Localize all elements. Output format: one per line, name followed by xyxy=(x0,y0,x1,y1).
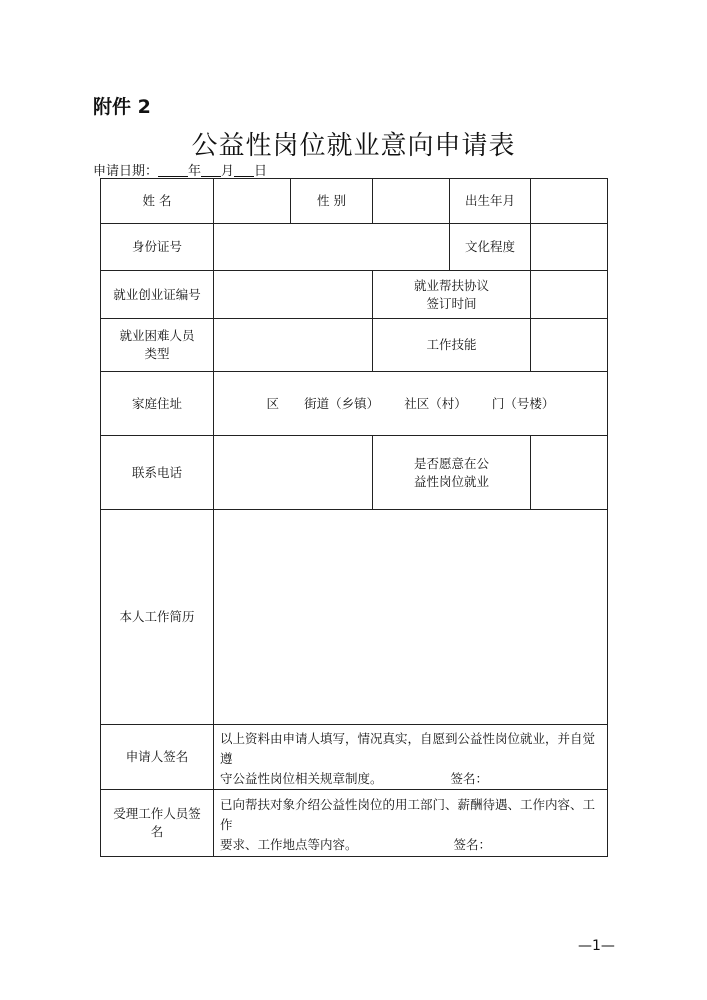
day-label: 日 xyxy=(254,164,268,179)
applicant-declaration[interactable] xyxy=(214,725,608,790)
birth-field[interactable] xyxy=(531,179,608,224)
date-label: 申请日期： xyxy=(93,164,159,179)
address-door: 门（号楼） xyxy=(491,395,555,411)
attachment-label: 附件 2 xyxy=(93,96,151,118)
difficulty-type-field[interactable] xyxy=(214,319,373,372)
page-number: —1— xyxy=(578,938,615,954)
applicant-decl-line2: 守公益性岗位相关规章制度。 xyxy=(220,771,383,786)
difficulty-type-label xyxy=(101,319,214,372)
day-blank[interactable] xyxy=(234,163,254,177)
willing-line2: 益性岗位就业 xyxy=(413,473,489,489)
gender-field[interactable] xyxy=(373,179,450,224)
difficulty-line2: 类型 xyxy=(144,346,170,361)
year-label: 年 xyxy=(188,164,202,179)
birth-label: 出生年月 xyxy=(450,179,531,224)
education-label: 文化程度 xyxy=(450,224,531,271)
willing-line1: 是否愿意在公 xyxy=(413,455,489,471)
address-district: 区 xyxy=(266,395,280,411)
skills-field[interactable] xyxy=(531,319,608,372)
agreement-line1: 就业帮扶协议 xyxy=(413,277,489,293)
application-form xyxy=(100,178,608,857)
willing-label xyxy=(373,436,531,510)
staff-sign-label xyxy=(101,790,214,857)
id-number-field[interactable] xyxy=(214,224,450,271)
applicant-sign-label: 申请人签名 xyxy=(101,725,214,790)
applicant-signature-label: 签名： xyxy=(450,771,489,786)
year-blank[interactable] xyxy=(158,163,188,177)
staff-declaration[interactable] xyxy=(214,790,608,857)
month-blank[interactable] xyxy=(201,163,221,177)
staff-decl-line2: 要求、工作地点等内容。 xyxy=(220,837,358,852)
address-street: 街道（乡镇） xyxy=(304,395,380,411)
resume-label: 本人工作简历 xyxy=(101,510,214,725)
phone-field[interactable] xyxy=(214,436,373,510)
address-label: 家庭住址 xyxy=(101,372,214,436)
name-field[interactable] xyxy=(214,179,291,224)
id-number-label: 身份证号 xyxy=(101,224,214,271)
resume-field[interactable] xyxy=(214,510,608,725)
staff-sign-line1: 受理工作人员签 xyxy=(113,806,201,821)
applicant-decl-line1: 以上资料由申请人填写，情况真实，自愿到公益性岗位就业，并自觉遵 xyxy=(220,731,596,766)
name-label: 姓 名 xyxy=(101,179,214,224)
page-title: 公益性岗位就业意向申请表 xyxy=(191,131,516,161)
month-label: 月 xyxy=(221,164,235,179)
application-date xyxy=(93,160,267,179)
staff-decl-line1: 已向帮扶对象介绍公益性岗位的用工部门、薪酬待遇、工作内容、工作 xyxy=(220,797,596,832)
staff-signature-label: 签名： xyxy=(453,837,492,852)
cert-number-field[interactable] xyxy=(214,271,373,319)
willing-field[interactable] xyxy=(531,436,608,510)
agreement-line2: 签订时间 xyxy=(426,295,477,311)
address-field[interactable] xyxy=(214,372,608,436)
cert-number-label: 就业创业证编号 xyxy=(101,271,214,319)
skills-label: 工作技能 xyxy=(373,319,531,372)
phone-label: 联系电话 xyxy=(101,436,214,510)
gender-label: 性 别 xyxy=(291,179,373,224)
staff-sign-line2: 名 xyxy=(150,824,164,839)
difficulty-line1: 就业困难人员 xyxy=(119,328,195,343)
address-community: 社区（村） xyxy=(404,395,467,411)
agreement-time-field[interactable] xyxy=(531,271,608,319)
agreement-time-label xyxy=(373,271,531,319)
education-field[interactable] xyxy=(531,224,608,271)
